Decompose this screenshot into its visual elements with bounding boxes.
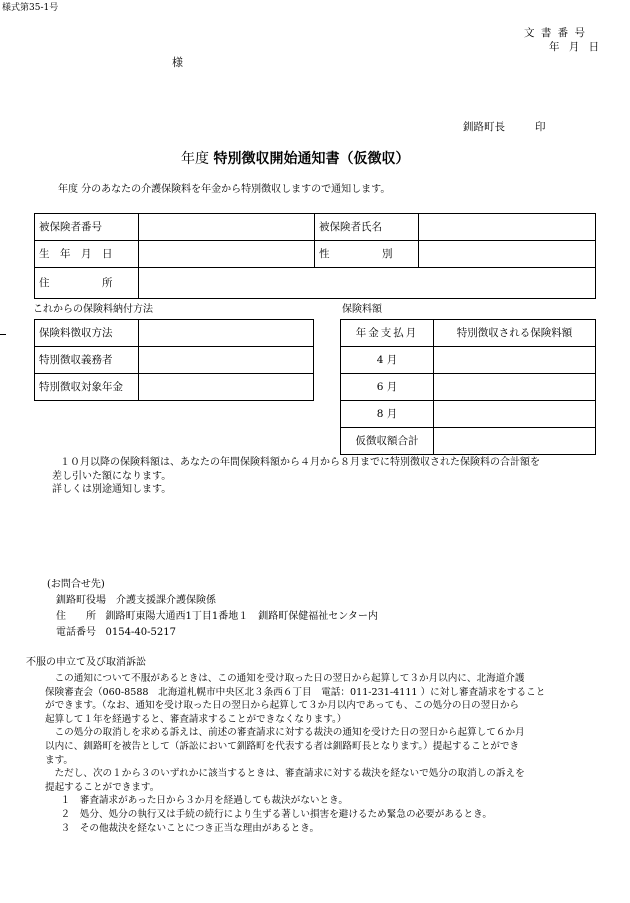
payment-method-heading: これからの保険料納付方法 <box>33 304 153 315</box>
appeal-line: ができます。（なお、通知を受け取った日の翌日から起算して３か月以内であっても、この処分の日の翌日から <box>45 700 520 712</box>
contact-address-label: 住 所 <box>56 611 96 622</box>
birthdate-value <box>139 241 315 268</box>
amount-cell <box>434 374 596 401</box>
contact-address-row <box>47 609 378 625</box>
note <box>52 456 540 497</box>
insured-number-value <box>139 214 315 241</box>
total-label: 仮徴収額合計 <box>341 428 434 455</box>
contact-heading: (お問合せ先) <box>47 579 105 590</box>
payment-method-table <box>34 319 314 401</box>
month-cell: 8 月 <box>341 401 434 428</box>
appeal-line: この処分の取消しを求める訴えは、前述の審査請求に対する裁決の通知を受けた日の翌日から起算して６か月 <box>45 727 525 739</box>
appeal-line: ただし、次の１から３のいずれかに該当するときは、審査請求に対する裁決を経ないで処分の取消しの訴えを <box>45 768 525 780</box>
contact <box>47 577 378 641</box>
margin-tick <box>0 334 6 335</box>
insured-info-table <box>34 213 596 299</box>
appeal-item: ２ 処分、処分の執行又は手続の続行により生ずる著しい損害を避けるため緊急の必要があるとき。 <box>51 808 492 820</box>
contact-office: 釧路町役場 介護支援課介護保険係 <box>56 595 216 606</box>
document-number-label: 文 書 番 号 <box>524 27 586 39</box>
payment-method-value <box>139 374 314 401</box>
title-prefix: 年度 <box>181 151 209 167</box>
col-month-header: 年金支払月 <box>341 320 434 347</box>
contact-phone: 0154-40-5217 <box>105 627 176 638</box>
insured-number-label: 被保険者番号 <box>35 214 139 241</box>
appeal-line: 以内に、釧路町を被告として（訴訟において釧路町を代表する者は釧路町長となります。）提起することができ <box>45 740 520 752</box>
payment-method-value <box>139 347 314 374</box>
premium-heading: 保険料額 <box>342 304 382 315</box>
title <box>181 152 409 166</box>
payment-method-row: 特別徴収対象年金 <box>35 374 139 401</box>
appeal-item: ３ その他裁決を経ないことにつき正当な理由があるとき。 <box>51 822 320 834</box>
amount-cell <box>434 347 596 374</box>
address-value <box>139 268 596 299</box>
appeal-line: 保険審査会（060-8588 北海道札幌市中央区北３条西６丁目 電話：011-231-4111 ）に対し審査請求をすること <box>45 686 546 698</box>
appeal-body <box>45 672 545 835</box>
appeal-heading: 不服の申立て及び取消訴訟 <box>26 657 146 668</box>
month-cell: 6 月 <box>341 374 434 401</box>
amount-cell <box>434 401 596 428</box>
premium-table <box>340 319 596 455</box>
appeal-line: ます。 <box>45 754 74 766</box>
address-label: 住 所 <box>35 268 139 299</box>
sex-label: 性 別 <box>315 241 419 268</box>
issuer: 釧路町長 <box>463 121 505 133</box>
intro-text: 年度 分のあなたの介護保険料を年金から特別徴収しますので通知します。 <box>58 184 391 195</box>
appeal-line: 提起することができます。 <box>45 781 160 793</box>
payment-method-value <box>139 320 314 347</box>
month-cell: 4 月 <box>341 347 434 374</box>
insured-name-value <box>419 214 596 241</box>
total-amount <box>434 428 596 455</box>
appeal-line: 起算して１年を経過すると、審査請求することができなくなります。） <box>45 713 347 725</box>
seal: 印 <box>535 121 546 133</box>
note-line: 差し引いた額になります。 <box>52 470 172 482</box>
appeal-item: １ 審査請求があった日から３か月を経過しても裁決がないとき。 <box>51 795 348 807</box>
insured-name-label: 被保険者氏名 <box>315 214 419 241</box>
form-number: 様式第35-1号 <box>2 3 59 13</box>
birthdate-label: 生 年 月 日 <box>35 241 139 268</box>
payment-method-row: 保険料徴収方法 <box>35 320 139 347</box>
contact-address: 釧路町東陽大通西1丁目1番地１ 釧路町保健福祉センター内 <box>105 611 378 622</box>
contact-phone-row <box>47 625 378 641</box>
date-label: 年 月 日 <box>549 41 600 53</box>
contact-phone-label: 電話番号 <box>56 627 96 638</box>
recipient-suffix: 様 <box>172 56 183 69</box>
note-line: 詳しくは別途通知します。 <box>52 484 172 495</box>
payment-method-row: 特別徴収義務者 <box>35 347 139 374</box>
sex-value <box>419 241 596 268</box>
title-main: 特別徴収開始通知書（仮徴収） <box>213 151 410 167</box>
appeal-line: この通知について不服があるときは、この通知を受け取った日の翌日から起算して３か月以内に、北海道介護 <box>45 673 525 684</box>
col-amount-header: 特別徴収される保険料額 <box>434 320 596 347</box>
note-line: １０月以降の保険料額は、あなたの年間保険料額から４月から８月までに特別徴収された保険料の合計額を <box>60 457 540 468</box>
